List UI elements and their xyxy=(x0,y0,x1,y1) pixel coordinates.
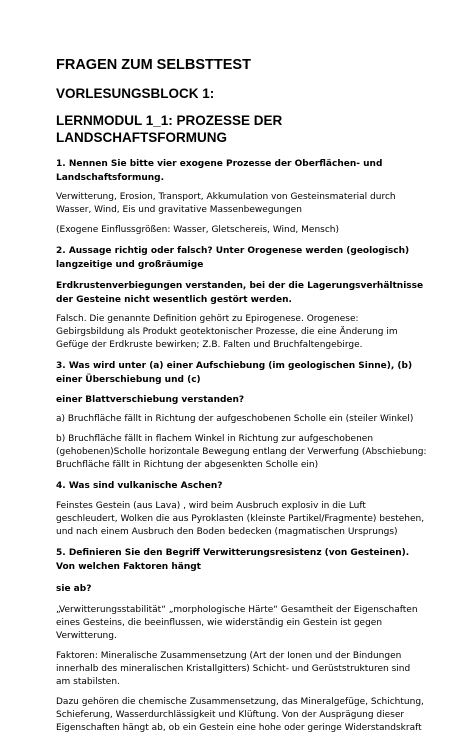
answer-line: Eigenschaften hängt ab, ob ein Gestein eine hohe oder geringe Widerstandskraft xyxy=(56,723,422,733)
answer-line: Schieferung, Wasserdurchlässigkeit und Klüftung. Von der Ausprägung dieser xyxy=(56,710,405,720)
question-1 xyxy=(56,157,428,185)
question-2 xyxy=(56,244,428,272)
question-3-continued xyxy=(56,393,428,407)
answer-line: b) Bruchfläche fällt in flachem Winkel in Richtung zur aufgeschobenen xyxy=(56,434,374,444)
answer-line: eines Gesteins, die beeinflussen, wie widerständig ein Gestein ist gegen xyxy=(56,618,383,628)
answer-line: Feinstes Gestein (aus Lava) , wird beim Ausbruch explosiv in die Luft xyxy=(56,501,366,511)
answer-line: Verwitterung, Erosion, Transport, Akkumulation von Gesteinsmaterial durch xyxy=(56,192,396,202)
question-line: der Gesteine nicht wesentlich gestört werden. xyxy=(56,295,292,305)
answer-paragraph xyxy=(56,191,428,217)
question-line: einer Überschiebung und (c) xyxy=(56,375,201,385)
answer-paragraph xyxy=(56,313,428,352)
answer-paragraph xyxy=(56,604,428,643)
question-line: Von welchen Faktoren hängt xyxy=(56,562,201,572)
document-title: FRAGEN ZUM SELBSTTEST xyxy=(56,57,251,73)
answer-line: Wasser, Wind, Eis und gravitative Massenbewegungen xyxy=(56,205,302,215)
answer-line: „Verwitterungsstabilität“ „morphologische Härte“ Gesamtheit der Eigenschaften xyxy=(56,605,418,615)
question-line: einer Blattverschiebung verstanden? xyxy=(56,395,245,405)
module-heading xyxy=(56,112,428,146)
question-line: 1. Nennen Sie bitte vier exogene Prozesse der Oberflächen- und xyxy=(56,159,383,169)
answer-line: (Exogene Einflussgrößen: Wasser, Gletschereis, Wind, Mensch) xyxy=(56,225,340,235)
answer-line: am stabilsten. xyxy=(56,677,120,687)
question-line: Erdkrustenverbiegungen verstanden, bei der die Lagerungsverhältnisse xyxy=(56,281,424,291)
answer-line: Faktoren: Mineralische Zusammensetzung (Art der Ionen und der Bindungen xyxy=(56,651,402,661)
lecture-block-heading: VORLESUNGSBLOCK 1: xyxy=(56,86,215,101)
question-line: 2. Aussage richtig oder falsch? Unter Orogenese werden (geologisch) xyxy=(56,246,410,256)
answer-line: Gebirgsbildung als Produkt geotektonischer Prozesse, die eine Änderung im xyxy=(56,327,398,337)
answer-line: innerhalb des mineralischen Kristallgitters) Schicht- und Gerüststrukturen sind xyxy=(56,664,411,674)
question-4 xyxy=(56,479,428,493)
answer-paragraph xyxy=(56,500,428,539)
question-line: 4. Was sind vulkanische Aschen? xyxy=(56,481,223,491)
answer-paragraph xyxy=(56,224,428,237)
question-line: sie ab? xyxy=(56,584,92,594)
answer-line: Bruchfläche fällt in Richtung der abgesenkten Scholle ein) xyxy=(56,460,319,470)
question-2-continued xyxy=(56,279,428,307)
question-3 xyxy=(56,359,428,387)
document-page xyxy=(56,57,428,735)
question-5 xyxy=(56,546,428,574)
answer-line: Dazu gehören die chemische Zusammensetzung, das Mineralgefüge, Schichtung, xyxy=(56,697,424,707)
answer-line: geschleudert, Wolken die aus Pyroklasten (kleinste Partikel/Fragmente) bestehen, xyxy=(56,514,425,524)
question-line: 3. Was wird unter (a) einer Aufschiebung (im geologischen Sinne), (b) xyxy=(56,361,413,371)
answer-line: a) Bruchfläche fällt in Richtung der aufgeschobenen Scholle ein (steiler Winkel) xyxy=(56,414,414,424)
answer-paragraph xyxy=(56,696,428,735)
question-5-continued xyxy=(56,582,428,596)
question-line: langzeitige und großräumige xyxy=(56,260,204,270)
question-line: Landschaftsformung. xyxy=(56,173,164,183)
answer-line: Verwitterung. xyxy=(56,631,117,641)
answer-line: Falsch. Die genannte Definition gehört zu Epirogenese. Orogenese: xyxy=(56,314,359,324)
module-heading-line: LANDSCHAFTSFORMUNG xyxy=(56,130,227,145)
answer-line: und nach einem Ausbruch den Boden bedecken (magmatischen Ursprungs) xyxy=(56,527,398,537)
answer-paragraph xyxy=(56,433,428,472)
question-line: 5. Definieren Sie den Begriff Verwitterungsresistenz (von Gesteinen). xyxy=(56,548,410,558)
answer-line: Gefüge der Erdkruste bewirken; Z.B. Falten und Bruchfaltengebirge. xyxy=(56,340,363,350)
answer-line: (gehobenen)Scholle horizontale Bewegung entlang der Verwerfung (Abschiebung: xyxy=(56,447,427,457)
answer-paragraph xyxy=(56,413,428,426)
module-heading-line: LERNMODUL 1_1: PROZESSE DER xyxy=(56,113,283,128)
